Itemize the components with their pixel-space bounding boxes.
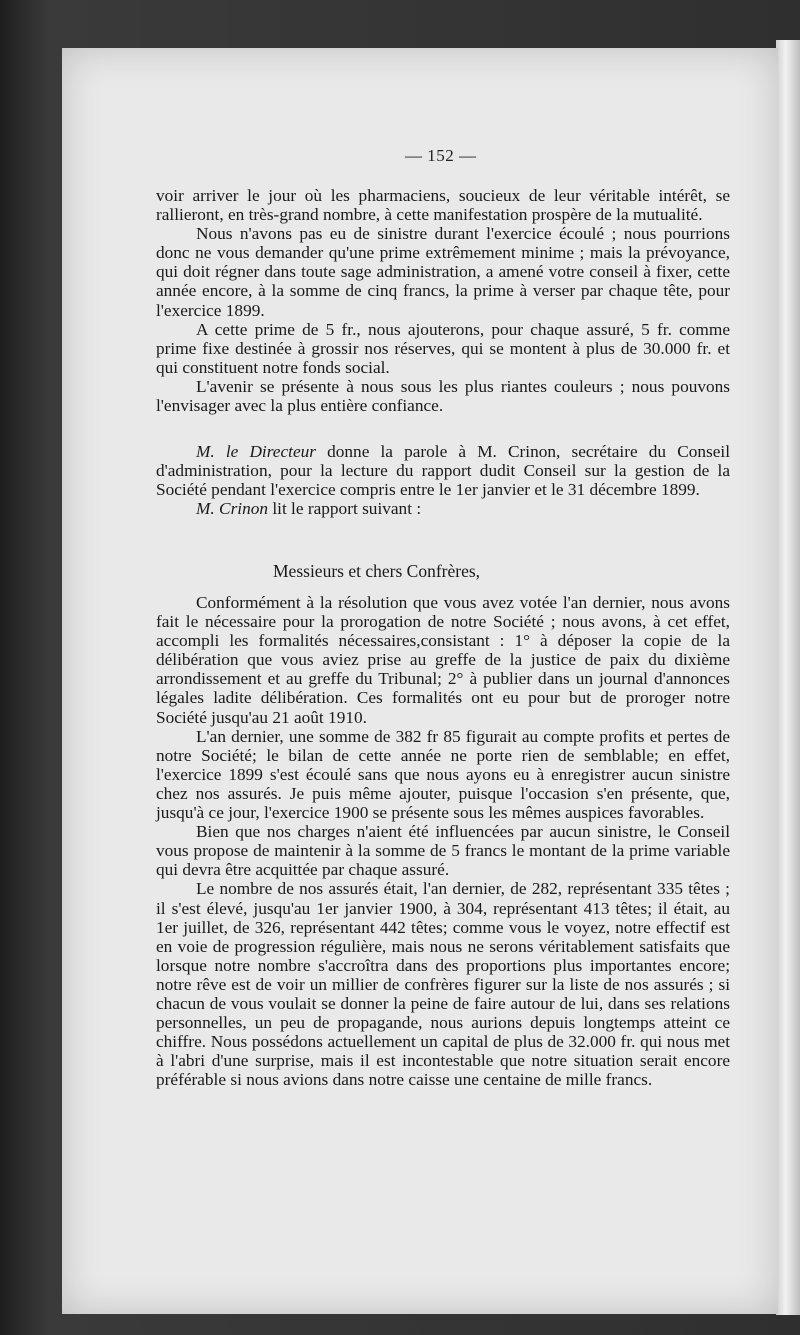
speaker-name: M. Crinon bbox=[196, 499, 269, 519]
text-block-top bbox=[156, 186, 730, 415]
text-block-report bbox=[156, 593, 730, 1089]
page-number: — 152 — bbox=[405, 146, 477, 165]
paragraph: Bien que nos charges n'aient été influencées par aucun sinistre, le Conseil vous propose de maintenir à la somme de 5 francs le montant de la prime variable qui devra être acquittée par chaque assuré. bbox=[156, 822, 730, 880]
paragraph: Nous n'avons pas eu de sinistre durant l'exercice écoulé ; nous pourrions donc ne vous demander qu'une prime extrêmement minime ; mais la prévoyance, qui doit régner dans toute sage administration, a amené votre conseil à fixer, cette année encore, à la somme de cinq francs, la prime à verser par chaque tête, pour l'exercice 1899. bbox=[156, 224, 730, 320]
speaker-name: M. le Directeur bbox=[196, 442, 316, 461]
paragraph-directeur bbox=[156, 442, 730, 499]
paragraph-text: donne la parole à M. Crinon, secrétaire du Conseil d'administration, pour la lecture du rapport dudit Conseil sur la gestion de la Société pendant l'exercice compris entre le 1er janvier et le 31 décembre 1899. bbox=[156, 442, 730, 500]
paragraph-crinon bbox=[156, 499, 730, 518]
text-block-directeur bbox=[156, 442, 730, 518]
salutation: Messieurs et chers Confrères, bbox=[273, 561, 481, 581]
paragraph: L'an dernier, une somme de 382 fr 85 figurait au compte profits et pertes de notre Société; le bilan de cette année ne porte rien de semblable; en effet, l'exercice 1899 s'est écoulé sans que nous ayons eu à enregistrer aucun sinistre chez nos assurés. Je puis même ajouter, puisque l'occasion s'en présente, que, jusqu'à ce jour, l'exercice 1900 se présente sous les mêmes auspices favorables. bbox=[156, 726, 730, 823]
paragraph: L'avenir se présente à nous sous les plus riantes couleurs ; nous pouvons l'envisager avec la plus entière confiance. bbox=[156, 376, 730, 416]
paragraph-text: lit le rapport suivant : bbox=[268, 499, 422, 519]
paragraph: voir arriver le jour où les pharmaciens, soucieux de leur véritable intérêt, se rallieront, en très-grand nombre, à cette manifestation prospère de la mutualité. bbox=[156, 186, 730, 225]
page-edge bbox=[776, 40, 800, 1315]
paragraph: Le nombre de nos assurés était, l'an dernier, de 282, représentant 335 têtes ; il s'est élevé, jusqu'au 1er janvier 1900, à 304, représentant 413 têtes; il était, au 1er juillet, de 326, représentant 442 têtes; comme vous le voyez, notre effectif est en voie de progression régulière, mais nous ne serons véritablement satisfaits que lorsque notre nombre s'accroîtra dans des proportions plus importantes encore; notre rêve est de voir un millier de confrères figurer sur la liste de nos assurés ; si chacun de vous voulait se donner la peine de faire autour de lui, dans ses relations personnelles, un peu de propagande, nous aurions depuis longtemps atteint ce chiffre. Nous possédons actuellement un capital de plus de 32.000 fr. qui nous met à l'abri d'une surprise, mais il est incontestable que notre situation serait encore préférable si nous avions dans notre caisse une centaine de mille francs. bbox=[156, 879, 730, 1090]
paragraph: Conformément à la résolution que vous avez votée l'an dernier, nous avons fait le nécessaire pour la prorogation de notre Société ; nous avons, à cet effet, accompli les formalités nécessaires,consistant : 1° à déposer la copie de la délibération que vous aviez prise au greffe de la justice de paix du dixième arrondissement et au greffe du Tribunal; 2° à publier dans un journal d'annonces légales ladite délibération. Ces formalités ont eu pour but de proroger notre Société jusqu'au 21 août 1910. bbox=[156, 593, 730, 727]
paragraph: A cette prime de 5 fr., nous ajouterons, pour chaque assuré, 5 fr. comme prime fixe destinée à grossir nos réserves, qui se montent à plus de 30.000 fr. et qui constituent notre fonds social. bbox=[156, 319, 730, 377]
